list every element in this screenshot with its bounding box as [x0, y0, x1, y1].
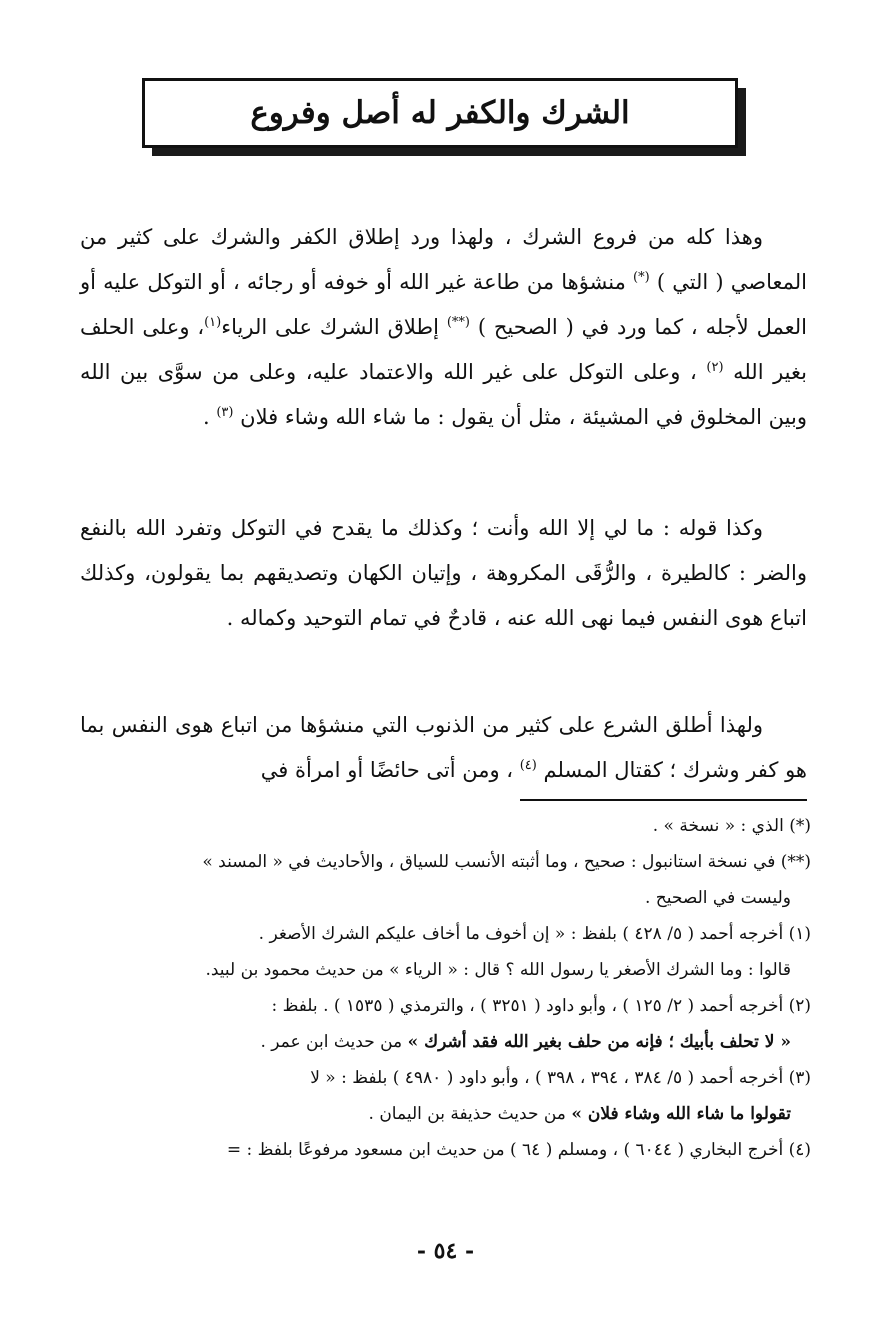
footnote-separator: [520, 799, 807, 801]
paragraph-2: [80, 506, 807, 641]
footnote-3-line-2: [76, 1096, 811, 1132]
footnote-star-text: (*) الذي : « نسخة » .: [652, 816, 811, 836]
title-box: [142, 78, 738, 148]
footnote-1-line-2: قالوا : وما الشرك الأصغر يا رسول الله ؟ قال : « الرياء » من حديث محمود بن لبيد.: [205, 960, 791, 980]
footnote-ref-3: (٣): [216, 405, 234, 420]
footnote-star: [76, 808, 811, 844]
p3-text-b: ، ومن أتى حائضًا أو امرأة في: [260, 758, 520, 782]
paragraph-3: [80, 703, 807, 793]
footnote-double-star: [76, 844, 811, 916]
footnote-2-source: من حديث ابن عمر .: [260, 1032, 408, 1052]
footnote-2-line-1: (٢) أخرجه أحمد ( ٢/ ١٢٥ ) ، وأبو داود ( ٣٢٥١ ) ، والترمذي ( ١٥٣٥ ) . بلفظ :: [271, 996, 811, 1016]
footnote-3: [76, 1060, 811, 1132]
footnote-3-line-1: (٣) أخرجه أحمد ( ٥/ ٣٨٤ ، ٣٩٤ ، ٣٩٨ ) ، وأبو داود ( ٤٩٨٠ ) بلفظ : « لا: [310, 1068, 811, 1088]
p1-text-e: ، وعلى التوكل على غير الله والاعتماد عليه، وعلى من سوَّى بين الله وبين المخلوق في المشيئة ، مثل أن يقول : ما شاء الله وشاء فلان: [80, 360, 807, 429]
footnote-2-quote: « لا تحلف بأبيك ؛ فإنه من حلف بغير الله فقد أشرك »: [407, 1032, 791, 1052]
p1-text-d: ، وعلى الحلف بغير الله: [80, 315, 807, 384]
footnote-ref-2: (٢): [706, 360, 724, 375]
footnote-3-source: من حديث حذيفة بن اليمان .: [368, 1104, 572, 1124]
footnote-1-line-1: (١) أخرجه أحمد ( ٥/ ٤٢٨ ) بلفظ : « إن أخوف ما أخاف عليكم الشرك الأصغر .: [258, 924, 811, 944]
p1-text-end: .: [202, 405, 217, 429]
chapter-title: الشرك والكفر له أصل وفروع: [250, 95, 630, 131]
p3-text-a: ولهذا أطلق الشرع على كثير من الذنوب التي منشؤها من اتباع هوى النفس بما هو كفر وشرك ؛ كقتال المسلم: [80, 713, 807, 782]
footnotes: [76, 808, 811, 1168]
footnote-double-star-line-1: (**) في نسخة استانبول : صحيح ، وما أثبته الأنسب للسياق ، والأحاديث في « المسند »: [202, 852, 811, 872]
p1-text-c: إطلاق الشرك على الرياء: [221, 315, 447, 339]
footnote-4: [76, 1132, 811, 1168]
p1-text-b: منشؤها من طاعة غير الله أو خوفه أو رجائه ، أو التوكل عليه أو العمل لأجله ، كما ورد في ( الصحيح ): [80, 270, 807, 339]
footnote-1: [76, 916, 811, 988]
footnote-double-star-line-2: وليست في الصحيح .: [644, 888, 791, 908]
footnote-ref-4: (٤): [519, 758, 537, 773]
footnote-2-line-2: [76, 1024, 811, 1060]
footnote-mark-star: (*): [633, 270, 650, 285]
footnote-4-text: (٤) أخرج البخاري ( ٦٠٤٤ ) ، ومسلم ( ٦٤ ) من حديث ابن مسعود مرفوعًا بلفظ : =: [226, 1140, 811, 1160]
paragraph-1: [80, 215, 807, 440]
footnote-3-quote: تقولوا ما شاء الله وشاء فلان »: [571, 1104, 791, 1124]
p2-text: وكذا قوله : ما لي إلا الله وأنت ؛ وكذلك ما يقدح في التوكل وتفرد الله بالنفع والضر : كالطيرة ، والرُّقَى المكروهة ، وإتيان الكهان وتصديقهم بما يقولون، وكذلك اتباع هوى النفس فيما نهى الله عنه ، قادحٌ في تمام التوحيد وكماله .: [80, 516, 807, 630]
footnote-mark-double-star: (**): [446, 315, 470, 330]
footnote-ref-1: (١): [204, 315, 222, 330]
footnote-2: [76, 988, 811, 1060]
p1-text-a: وهذا كله من فروع الشرك ، ولهذا ورد إطلاق الكفر والشرك على كثير من المعاصي ( التي ): [80, 225, 807, 294]
page-number: - ٥٤ -: [416, 1238, 475, 1264]
